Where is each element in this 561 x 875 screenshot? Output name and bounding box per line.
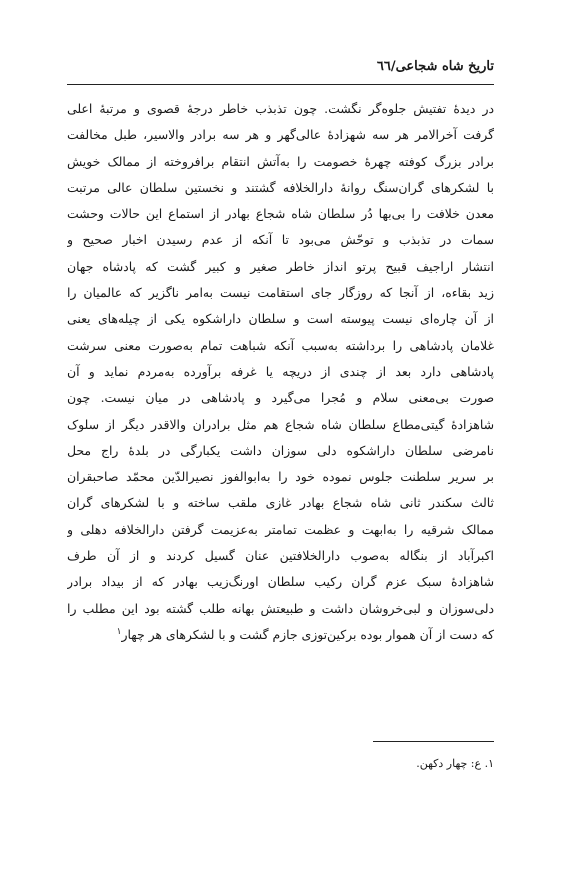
footnote-rule: [373, 741, 494, 742]
text-line: شاهزادهٔ سبک عزم گران رکیب سلطان اورنگ‌زیب بهادر که از بیداد برادر: [67, 574, 494, 590]
text-line: زید بقاءه، از آنجا که روزگار جای استقامت نیست به‌امر ناگزیر که عالمیان را: [67, 285, 494, 301]
text-line: انتشار اراجیف قبیح پرتو انداز خاطر صغیر و کبیر گشت که پادشاه جهان: [67, 258, 494, 274]
text-line: دلی‌سوزان و لبی‌خروشان داشت و طبیعتش بهانه طلب گشته بود این مطلب را: [67, 600, 494, 616]
text-line: با لشکرهای گران‌سنگ روانهٔ دارالخلافه گشتند و نخستین سلطان عالی مرتبت: [67, 179, 494, 195]
text-line: غلامان پادشاهی را برداشته به‌سبب آنکه شباهت تمام به‌صورت معنی سرشت: [67, 337, 494, 353]
text-line-content: که دست از آن هموار بوده برکین‌توزی جازم گشت و با لشکرهای هر چهار: [121, 626, 494, 642]
text-line: سمات در تذبذب و توحّش می‌بود تا آنکه از عدم رسیدن اخبار صحیح و: [67, 232, 494, 248]
footnote-marker: ١: [116, 626, 122, 637]
text-line: پادشاهی دارد بعد از چندی از دریچه یا غرفه برآورده به‌مردم نماید و آن: [67, 363, 494, 379]
running-header: تاریخ شاه شجاعی/٦٦: [376, 59, 494, 74]
text-line: در دیدهٔ تفتیش جلوه‌گر نگشت. چون تذبذب خاطر درجهٔ قصوی و مرتبهٔ اعلی: [67, 101, 494, 116]
text-line: ثالث سکندر ثانی شاه شجاع بهادر غازی ملقب ساخته و با لشکرهای گران: [67, 495, 494, 511]
body-text: [67, 96, 494, 648]
footnote: ١. ع: چهار دکهن.: [416, 757, 494, 770]
text-line: برادر بزرگ کوفته چهرهٔ خصومت را به‌آتش انتقام برافروخته از ممالک خویش: [67, 153, 494, 169]
text-line: صورت بی‌معنی سلام و مُجرا می‌گیرد و پادشاهی در میان نیست. چون: [67, 390, 494, 406]
header-rule: [67, 84, 494, 85]
text-line: معدن خلافت را بی‌بها دُر سلطان شاه شجاع بهادر از استماع این حالات وحشت: [67, 206, 494, 222]
text-line: شاهزادهٔ گیتی‌مطاع سلطان شاه شجاع هم مثل برادران والاقدر دیگر از سلوک: [67, 416, 494, 432]
text-line: از آن چاره‌ای نیست پیوسته است و سلطان داراشکوه یکی از چیله‌های یعنی: [67, 311, 494, 327]
text-line-last: [67, 622, 494, 648]
text-line: اکبرآباد از بنگاله به‌صوب دارالخلافتین عنان گسیل کردند و از آن طرف: [67, 548, 494, 564]
text-line: ممالک شرقیه را به‌ابهت و عظمت تمامتر به‌عزیمت گرفتن دارالخلافه دهلی و: [67, 521, 494, 537]
text-line: بر سریر سلطنت جلوس نموده خود را به‌ابوالفوز نصیرالدّین محمّد صاحبقران: [67, 469, 494, 485]
text-line: نامرضی سلطان داراشکوه دلی سوزان داشت یکبارگی در بلدهٔ راج محل: [67, 442, 494, 458]
text-line: گرفت آخرالامر هر سه شهزادهٔ عالی‌گهر و هر سه برادر والاسیر، طبل مخالفت: [67, 127, 494, 143]
